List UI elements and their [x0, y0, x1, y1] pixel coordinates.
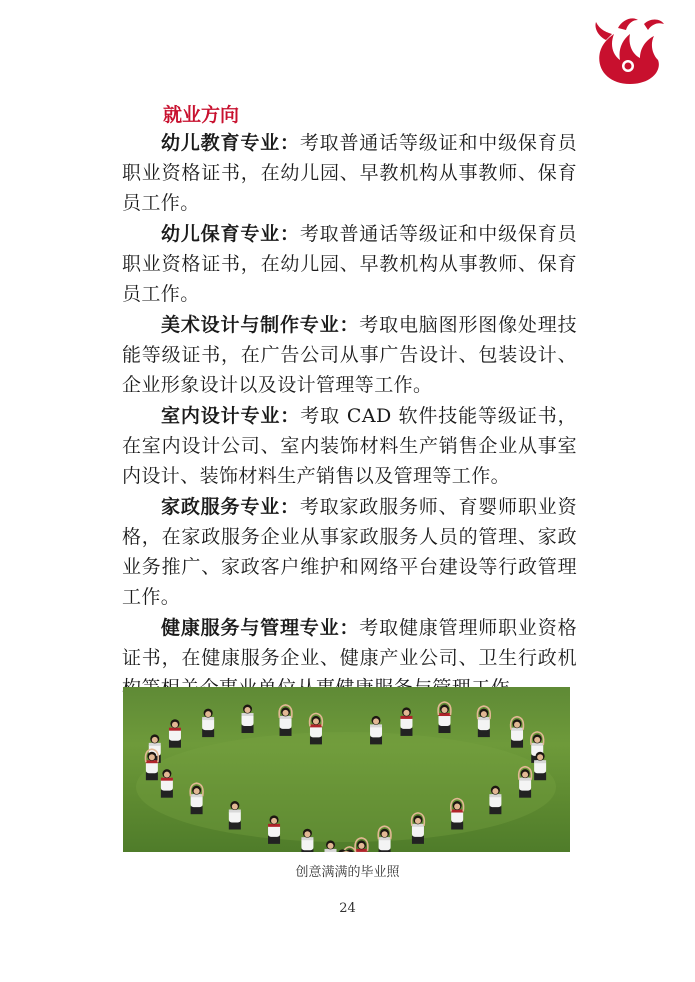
major-description: 考取家政服务师、育婴师职业资格，在家政服务企业从事家政服务人员的管理、家政业务推广、家政客户维护和网络平台建设等行政管理工作。 — [122, 496, 577, 608]
major-name: 健康服务与管理专业： — [161, 617, 360, 639]
major-name: 幼儿教育专业： — [161, 132, 300, 154]
major-description: 考取普通话等级证和中级保育员职业资格证书，在幼儿园、早教机构从事教师、保育员工作。 — [122, 132, 577, 214]
student-figure — [438, 702, 451, 733]
major-paragraph — [122, 310, 577, 400]
student-figure — [229, 801, 241, 830]
student-figure — [400, 707, 412, 736]
major-name: 幼儿保育专业： — [161, 223, 300, 245]
major-paragraph — [122, 492, 577, 612]
major-name: 家政服务专业： — [161, 496, 300, 518]
phoenix-logo-icon — [588, 14, 672, 90]
student-figure — [161, 769, 173, 798]
students-heart-formation — [123, 687, 570, 852]
graduation-photo — [123, 687, 570, 852]
major-description: 考取 CAD 软件技能等级证书，在室内设计公司、室内装饰材料生产销售企业从事室内设计、装饰材料生产销售以及管理等工作。 — [122, 405, 577, 487]
section-heading: 就业方向 — [163, 104, 240, 126]
student-figure — [279, 705, 292, 736]
student-figure — [301, 829, 313, 852]
student-figure — [511, 717, 524, 748]
major-name: 美术设计与制作专业： — [161, 314, 360, 336]
major-description: 考取普通话等级证和中级保育员职业资格证书，在幼儿园、早教机构从事教师、保育员工作。 — [122, 223, 577, 305]
student-figure — [534, 752, 546, 781]
major-description: 考取健康管理师职业资格证书，在健康服务企业、健康产业公司、卫生行政机 — [122, 617, 577, 669]
student-figure — [169, 719, 181, 748]
page-number: 24 — [339, 901, 356, 916]
student-figure — [242, 705, 254, 734]
student-figure — [489, 786, 501, 815]
major-paragraph — [122, 401, 577, 491]
major-name: 室内设计专业： — [161, 405, 301, 427]
student-figure — [202, 709, 214, 738]
student-figure — [325, 840, 337, 852]
major-paragraph — [122, 128, 577, 218]
photo-caption: 创意满满的毕业照 — [295, 865, 400, 880]
student-figure — [477, 706, 490, 737]
student-figure — [370, 716, 382, 745]
major-description: 考取电脑图形图像处理技能等级证书，在广告公司从事广告设计、包装设计、企业形象设计以及设计管理等工作。 — [122, 314, 577, 396]
student-figure — [310, 713, 323, 744]
career-directions — [122, 128, 577, 704]
student-figure — [268, 815, 280, 844]
major-paragraph — [122, 219, 577, 309]
